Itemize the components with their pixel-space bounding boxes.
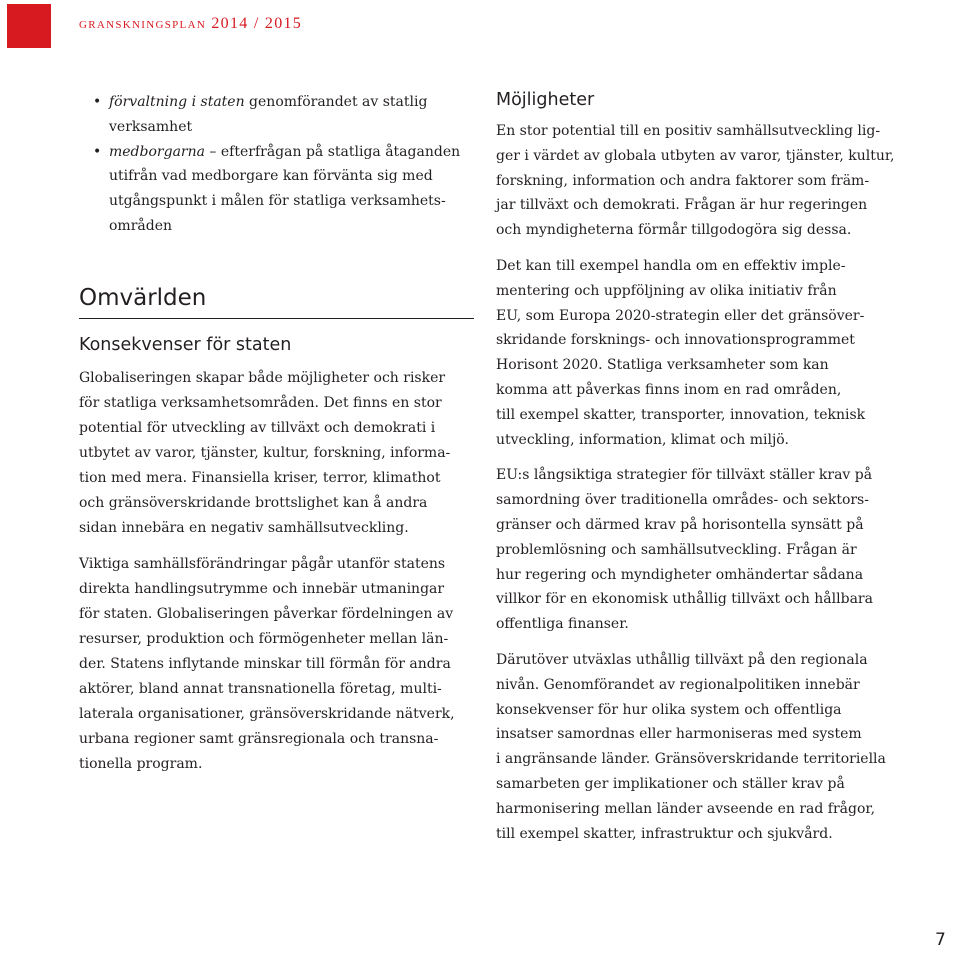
right-column xyxy=(496,90,896,857)
bullet-item xyxy=(79,140,474,239)
bullet-dot: • xyxy=(93,143,102,160)
subheading: Möjligheter xyxy=(496,90,595,110)
page-number: 7 xyxy=(935,930,946,950)
bullet-term: förvaltning i staten xyxy=(109,94,245,110)
bullet-list xyxy=(79,90,474,239)
bullet-text: genomförandet av statlig verksamhet xyxy=(109,94,428,135)
body-paragraph: Viktiga samhällsförändringar pågår utanför statens direkta handlingsutrymme och innebär utmaningar för staten. Globaliseringen påverkar fördelningen av resurser, produktion och förmögenheter mellan län- der. Statens inflytande minskar till förmån för andra aktörer, bland annat transnationella företag, multi- laterala organisationer, gränsöverskridande nätverk, urbana regioner samt gränsregionala och transna- tionella program. xyxy=(79,555,455,772)
running-header: granskningsplan 2014 / 2015 xyxy=(79,15,303,32)
left-column xyxy=(79,90,474,788)
section-heading: Omvärlden xyxy=(79,285,474,319)
body-paragraph: En stor potential till en positiv samhällsutveckling lig- ger i värdet av globala utbyten av varor, tjänster, kultur, forskning, information och andra faktorer som främ- jar tillväxt och demokrati. Frågan är hur regeringen och myndigheterna förmår tillgodogöra sig dessa. xyxy=(496,123,895,239)
bullet-text: – efterfrågan på statliga åtaganden utifrån vad medborgare kan förvänta sig med utgångspunkt i målen för statliga verksamhets- områden xyxy=(109,143,461,234)
body-paragraph: Det kan till exempel handla om en effektiv imple- mentering och uppföljning av olika initiativ från EU, som Europa 2020-strategin eller det gränsöver- skridande forsknings- och innovationsprogrammet Horisont 2020. Statliga verksamheter som kan komma att påverkas finns inom en rad områden, till exempel skatter, transporter, innovation, teknisk utveckling, information, klimat och miljö. xyxy=(496,257,866,448)
bullet-term: medborgarna xyxy=(109,143,205,160)
subheading: Konsekvenser för staten xyxy=(79,334,292,355)
bullet-dot: • xyxy=(93,94,102,110)
body-paragraph: Därutöver utväxlas uthållig tillväxt på den regionala nivån. Genomförandet av regionalpolitiken innebär konsekvenser för hur olika system och offentliga insatser samordnas eller harmoniseras med system i angränsande länder. Gränsöverskridande territoriella samarbeten ger implikationer och ställer krav på harmonisering mellan länder avseende en rad frågor, till exempel skatter, infrastruktur och sjukvård. xyxy=(496,651,886,842)
bullet-item xyxy=(79,90,474,140)
body-paragraph: EU:s långsiktiga strategier för tillväxt ställer krav på samordning över traditionella områdes- och sektors- gränser och därmed krav på horisontella synsätt på problemlösning och samhällsutveckling. Frågan är hur regering och myndigheter omhändertar sådana villkor för en ekonomisk uthållig tillväxt och hållbara offentliga finanser. xyxy=(496,467,873,633)
header-color-block xyxy=(7,4,51,48)
body-paragraph: Globaliseringen skapar både möjligheter och risker för statliga verksamhetsområden. Det finns en stor potential för utveckling av tillväxt och demokrati i utbytet av varor, tjänster, kultur, forskning, informa- tion med mera. Finansiella kriser, terror, klimathot och gränsöverskridande brottslighet kan å andra sidan innebära en negativ samhällsutveckling. xyxy=(79,369,451,536)
